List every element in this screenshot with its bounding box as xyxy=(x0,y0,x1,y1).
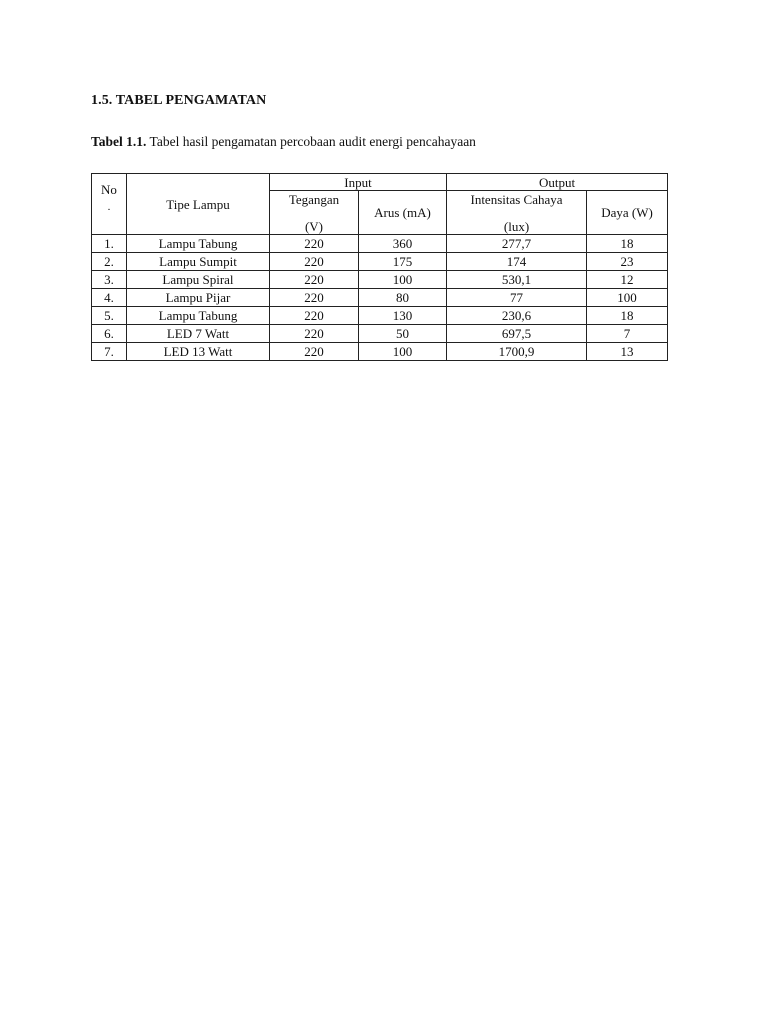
cell-tegangan: 220 xyxy=(270,307,359,325)
cell-tegangan: 220 xyxy=(270,253,359,271)
table-row xyxy=(92,235,668,253)
header-input: Input xyxy=(270,174,447,191)
cell-arus: 80 xyxy=(359,289,447,307)
header-tegangan-label: Tegangan xyxy=(288,191,340,207)
cell-tegangan: 220 xyxy=(270,343,359,361)
header-no xyxy=(92,174,127,235)
cell-arus: 100 xyxy=(359,271,447,289)
cell-daya: 12 xyxy=(587,271,668,289)
header-tegangan xyxy=(270,191,359,235)
cell-daya: 100 xyxy=(587,289,668,307)
caption-label: Tabel 1.1. xyxy=(91,134,147,149)
cell-intensitas: 697,5 xyxy=(447,325,587,343)
table-row xyxy=(92,271,668,289)
cell-no: 7. xyxy=(92,343,127,361)
cell-arus: 360 xyxy=(359,235,447,253)
cell-daya: 18 xyxy=(587,235,668,253)
cell-tegangan: 220 xyxy=(270,271,359,289)
header-output: Output xyxy=(447,174,668,191)
cell-tipe: LED 13 Watt xyxy=(127,343,270,361)
cell-tegangan: 220 xyxy=(270,235,359,253)
observation-table xyxy=(91,173,668,361)
cell-daya: 13 xyxy=(587,343,668,361)
header-tipe-lampu: Tipe Lampu xyxy=(127,174,270,235)
table-row xyxy=(92,343,668,361)
cell-tegangan: 220 xyxy=(270,289,359,307)
cell-no: 4. xyxy=(92,289,127,307)
table-row xyxy=(92,253,668,271)
cell-arus: 175 xyxy=(359,253,447,271)
table-row xyxy=(92,325,668,343)
cell-daya: 18 xyxy=(587,307,668,325)
header-intensitas-unit: (lux) xyxy=(503,218,530,234)
cell-tipe: Lampu Tabung xyxy=(127,235,270,253)
cell-arus: 50 xyxy=(359,325,447,343)
caption-text: Tabel hasil pengamatan percobaan audit energi pencahayaan xyxy=(146,134,476,149)
cell-tipe: Lampu Spiral xyxy=(127,271,270,289)
cell-intensitas: 530,1 xyxy=(447,271,587,289)
header-no-dot: . xyxy=(107,201,111,213)
cell-tegangan: 220 xyxy=(270,325,359,343)
cell-no: 3. xyxy=(92,271,127,289)
header-no-label: No xyxy=(101,182,117,197)
cell-intensitas: 1700,9 xyxy=(447,343,587,361)
cell-arus: 100 xyxy=(359,343,447,361)
cell-intensitas: 277,7 xyxy=(447,235,587,253)
header-daya: Daya (W) xyxy=(587,191,668,235)
cell-intensitas: 230,6 xyxy=(447,307,587,325)
header-row-group xyxy=(92,174,668,191)
cell-daya: 7 xyxy=(587,325,668,343)
cell-arus: 130 xyxy=(359,307,447,325)
table-row xyxy=(92,289,668,307)
cell-no: 5. xyxy=(92,307,127,325)
cell-no: 2. xyxy=(92,253,127,271)
header-intensitas xyxy=(447,191,587,235)
cell-intensitas: 77 xyxy=(447,289,587,307)
header-arus: Arus (mA) xyxy=(359,191,447,235)
table-caption xyxy=(91,134,476,150)
header-intensitas-label: Intensitas Cahaya xyxy=(470,191,563,207)
cell-intensitas: 174 xyxy=(447,253,587,271)
cell-tipe: Lampu Sumpit xyxy=(127,253,270,271)
header-tegangan-unit: (V) xyxy=(304,218,324,234)
cell-tipe: Lampu Pijar xyxy=(127,289,270,307)
cell-no: 1. xyxy=(92,235,127,253)
cell-daya: 23 xyxy=(587,253,668,271)
table-row xyxy=(92,307,668,325)
section-heading: 1.5. TABEL PENGAMATAN xyxy=(91,93,267,108)
cell-tipe: LED 7 Watt xyxy=(127,325,270,343)
cell-tipe: Lampu Tabung xyxy=(127,307,270,325)
cell-no: 6. xyxy=(92,325,127,343)
